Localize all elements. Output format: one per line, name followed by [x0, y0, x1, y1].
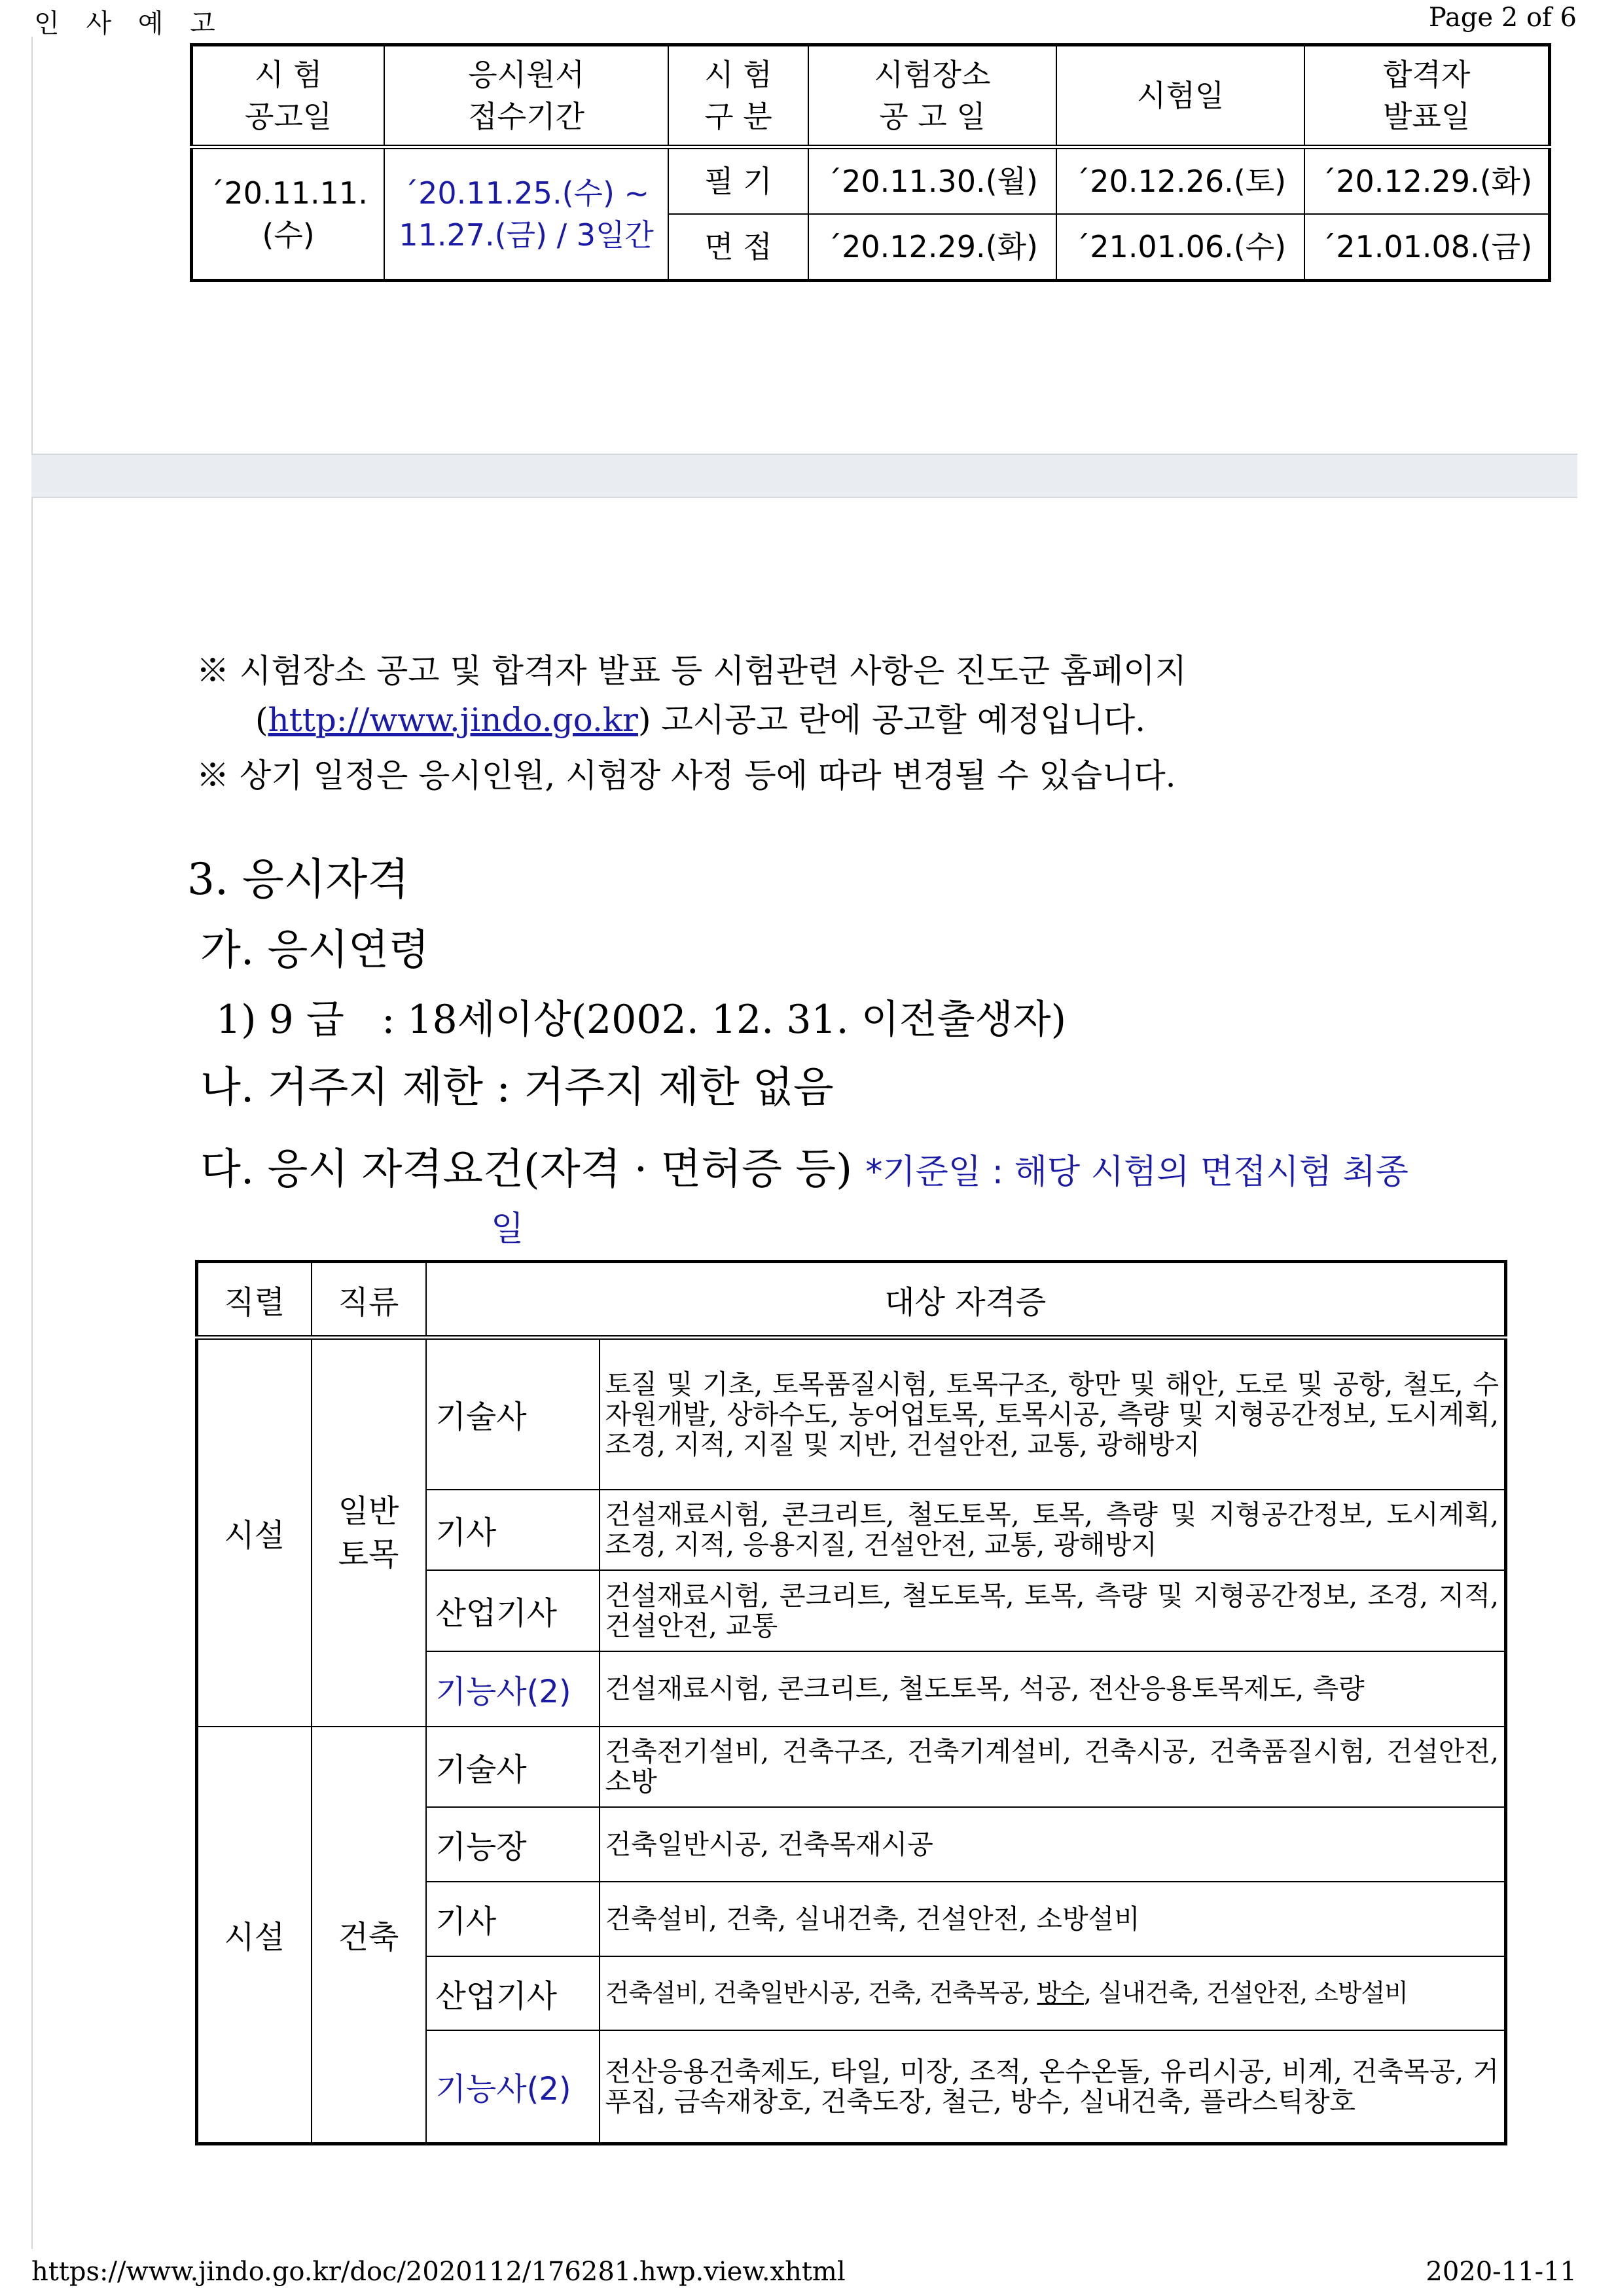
- rank-cell: 시설: [197, 1338, 312, 1727]
- grade-cell: 기사: [426, 1490, 600, 1570]
- cert-list: [600, 1956, 1506, 2030]
- note-homepage: [255, 697, 1145, 743]
- section-title: 3. 응시자격: [187, 854, 409, 905]
- grade-cell: 기사: [426, 1882, 600, 1956]
- homepage-link[interactable]: http://www.jindo.go.kr: [268, 701, 638, 739]
- col-result-date: 합격자 발표일: [1304, 45, 1549, 147]
- cert-list: 건축전기설비, 건축구조, 건축기계설비, 건축시공, 건축품질시험, 건설안전, 소방: [600, 1727, 1506, 1807]
- grade-cell: 기능사(2): [426, 1651, 600, 1727]
- age-item: 1) 9 급 : 18세이상(2002. 12. 31. 이전출생자): [216, 997, 1067, 1043]
- residence-restriction: 나. 거주지 제한 : 거주지 제한 없음: [200, 1064, 834, 1112]
- result-date-cell: ´21.01.08.(금): [1304, 214, 1549, 281]
- cert-list-underlined: 방수: [1037, 1979, 1084, 2007]
- grade-cell: 기능장: [426, 1807, 600, 1882]
- receipt-period-cell: ´20.11.25.(수) ~ 11.27.(금) / 3일간: [384, 147, 668, 281]
- col-exam-date: 시험일: [1056, 45, 1304, 147]
- cert-list: 건설재료시험, 콘크리트, 철도토목, 토목, 측량 및 지형공간정보, 도시계획, 조경, 지적, 응용지질, 건설안전, 교통, 광해방지: [600, 1490, 1506, 1570]
- cert-list: 건설재료시험, 콘크리트, 철도토목, 토목, 측량 및 지형공간정보, 조경, 지적, 건설안전, 교통: [600, 1570, 1506, 1651]
- page-break-band: [31, 454, 1577, 498]
- footer-url: https://www.jindo.go.kr/doc/2020112/176281.hwp.view.xhtml: [31, 2257, 846, 2287]
- cert-list-part: , 실내건축, 건설안전, 소방설비: [1083, 1979, 1408, 2007]
- exam-date-cell: ´20.12.26.(토): [1056, 147, 1304, 215]
- grade-cell: 기술사: [426, 1338, 600, 1490]
- col-field: 직류: [312, 1262, 426, 1338]
- exam-type-cell: 면 접: [668, 214, 808, 281]
- requirements-heading: 다. 응시 자격요건(자격 · 면허증 등): [200, 1145, 866, 1194]
- requirements-title: [200, 1136, 1409, 1196]
- venue-notice-cell: ´20.11.30.(월): [808, 147, 1056, 215]
- cert-list: 전산응용건축제도, 타일, 미장, 조적, 온수온돌, 유리시공, 비계, 건축목공, 거푸집, 금속재창호, 건축도장, 철근, 방수, 실내건축, 플라스틱창호: [600, 2030, 1506, 2144]
- note-announcement: ※ 시험장소 공고 및 합격자 발표 등 시험관련 사항은 진도군 홈페이지: [196, 652, 1187, 690]
- field-cell: 건축: [312, 1727, 426, 2144]
- requirements-basis-date: *기준일 : 해당 시험의 면접시험 최종: [865, 1153, 1409, 1192]
- col-certs: 대상 자격증: [426, 1262, 1506, 1338]
- cert-list-part: 건축설비, 건축일반시공, 건축, 건축목공,: [605, 1979, 1037, 2007]
- rank-cell: 시설: [197, 1727, 312, 2144]
- grade-cell: 기술사: [426, 1727, 600, 1807]
- col-announce-date: 시 험 공고일: [192, 45, 385, 147]
- field-cell: 일반 토목: [312, 1338, 426, 1727]
- qualification-table: [195, 1260, 1507, 2145]
- exam-type-cell: 필 기: [668, 147, 808, 215]
- note-text: ) 고시공고 란에 공고할 예정입니다.: [637, 701, 1146, 739]
- footer-date: 2020-11-11: [1426, 2257, 1577, 2287]
- page-indicator: Page 2 of 6: [1428, 3, 1577, 33]
- age-title: 가. 응시연령: [200, 926, 429, 975]
- col-rank: 직렬: [197, 1262, 312, 1338]
- result-date-cell: ´20.12.29.(화): [1304, 147, 1549, 215]
- exam-schedule-table: [190, 43, 1551, 282]
- announce-date-cell: ´20.11.11. (수): [192, 147, 385, 281]
- left-margin-rule: [31, 37, 33, 2249]
- note-paren-open: (: [255, 701, 268, 739]
- grade-cell: 산업기사: [426, 1956, 600, 2030]
- cert-list: 토질 및 기초, 토목품질시험, 토목구조, 항만 및 해안, 도로 및 공항, 철도, 수자원개발, 상하수도, 농어업토목, 토목시공, 측량 및 지형공간정보, 도시계획, 조경, 지적, 지질 및 지반, 건설안전, 교통, 광해방지: [600, 1338, 1506, 1490]
- grade-cell: 산업기사: [426, 1570, 600, 1651]
- cert-list: 건축일반시공, 건축목재시공: [600, 1807, 1506, 1882]
- venue-notice-cell: ´20.12.29.(화): [808, 214, 1056, 281]
- cert-list: 건설재료시험, 콘크리트, 철도토목, 석공, 전산응용토목제도, 측량: [600, 1651, 1506, 1727]
- requirements-basis-date-cont: 일: [491, 1210, 524, 1249]
- col-venue-notice: 시험장소 공 고 일: [808, 45, 1056, 147]
- note-schedule-change: ※ 상기 일정은 응시인원, 시험장 사정 등에 따라 변경될 수 있습니다.: [196, 757, 1176, 795]
- col-exam-type: 시 험 구 분: [668, 45, 808, 147]
- grade-cell: 기능사(2): [426, 2030, 600, 2144]
- exam-date-cell: ´21.01.06.(수): [1056, 214, 1304, 281]
- col-receipt-period: 응시원서 접수기간: [384, 45, 668, 147]
- cert-list: 건축설비, 건축, 실내건축, 건설안전, 소방설비: [600, 1882, 1506, 1956]
- document-title: 인 사 예 고: [34, 9, 224, 39]
